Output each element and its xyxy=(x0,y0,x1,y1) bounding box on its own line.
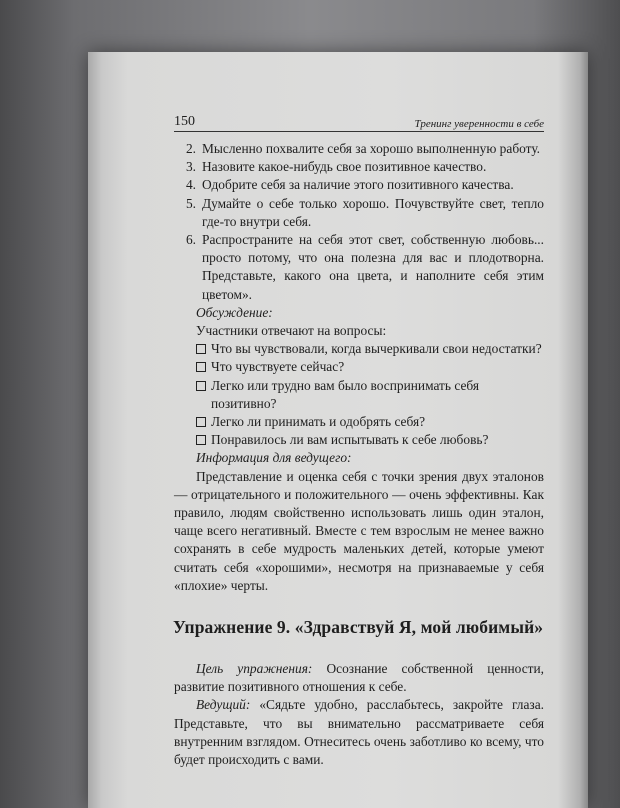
page-header xyxy=(174,112,544,132)
exercise-goal xyxy=(174,660,544,696)
exercise-leader xyxy=(174,696,544,769)
exercise-heading: Упражнение 9. «Здравствуй Я, мой любимый» xyxy=(173,617,544,638)
question-text: Легко или трудно вам было воспринимать себя позитивно? xyxy=(211,377,480,411)
leader-text: «Сядьте удобно, расслабьтесь, закройте глаза. Представьте, что вы внимательно рассматриваете себя внутренним взглядом. Отнеситесь очень заботливо ко всему, что будет происходить с вами. xyxy=(174,697,544,768)
info-heading: Информация для ведущего: xyxy=(196,450,352,466)
list-item-text: Одобрите себя за наличие этого позитивного качества. xyxy=(202,177,514,193)
discussion-heading: Обсуждение: xyxy=(196,304,273,320)
goal-label: Цель упражнения: xyxy=(196,661,313,677)
list-item xyxy=(174,195,544,231)
page-content xyxy=(174,112,544,769)
list-item xyxy=(174,158,544,176)
discussion-intro: Участники отвечают на вопросы: xyxy=(196,323,387,339)
list-item-number: 5. xyxy=(185,195,196,211)
list-item-text: Мысленно похвалите себя за хорошо выполненную работу. xyxy=(202,141,541,156)
question-text: Что вы чувствовали, когда вычеркивали свои недостатки? xyxy=(211,341,542,357)
running-title: Тренинг уверенности в себе xyxy=(414,118,544,130)
leader-label: Ведущий: xyxy=(196,697,251,713)
question-item xyxy=(174,431,544,449)
question-item xyxy=(174,358,544,376)
question-text: Легко ли принимать и одобрять себя? xyxy=(211,414,426,430)
info-paragraph: Представление и оценка себя с точки зрения двух эталонов — отрицательного и положительного — очень эффективны. Как правило, людям свойственно использовать лишь один эталон, чаще всего негативный. Вместе с тем взрослым не менее важно сохранять в себе мудрость маленьких детей, которые умеют считать себя «хорошими», несмотря на признаваемые у себя «плохие» черты. xyxy=(174,468,544,593)
question-item xyxy=(174,340,544,358)
numbered-list xyxy=(174,140,544,304)
checkbox-icon xyxy=(196,381,206,391)
goal-text: Осознание собственной ценности, развитие позитивного отношения к себе. xyxy=(174,661,545,695)
list-item-text: Распространите на себя этот свет, собственную любовь... просто потому, что она полезна для вас и плодотворна. Представьте, какого она цвета, и наполните себя этим цветом». xyxy=(202,232,544,302)
list-item-number: 4. xyxy=(185,177,196,193)
question-text: Что чувствуете сейчас? xyxy=(211,359,345,375)
list-item-text: Думайте о себе только хорошо. Почувствуйте свет, тепло где-то внутри себя. xyxy=(202,195,544,229)
checkbox-icon xyxy=(196,344,206,354)
checkbox-icon xyxy=(196,417,206,427)
list-item xyxy=(174,140,544,158)
question-item xyxy=(174,413,544,431)
list-item-number: 2. xyxy=(185,141,196,156)
list-item-number: 3. xyxy=(185,159,196,175)
page-number: 150 xyxy=(174,114,195,129)
list-item-text: Назовите какое-нибудь свое позитивное качество. xyxy=(202,159,487,175)
question-text: Понравилось ли вам испытывать к себе любовь? xyxy=(211,432,489,448)
list-item xyxy=(174,231,544,304)
question-item xyxy=(174,377,544,413)
list-item xyxy=(174,176,544,194)
checkbox-icon xyxy=(196,362,206,372)
list-item-number: 6. xyxy=(185,232,196,248)
checkbox-icon xyxy=(196,435,206,445)
